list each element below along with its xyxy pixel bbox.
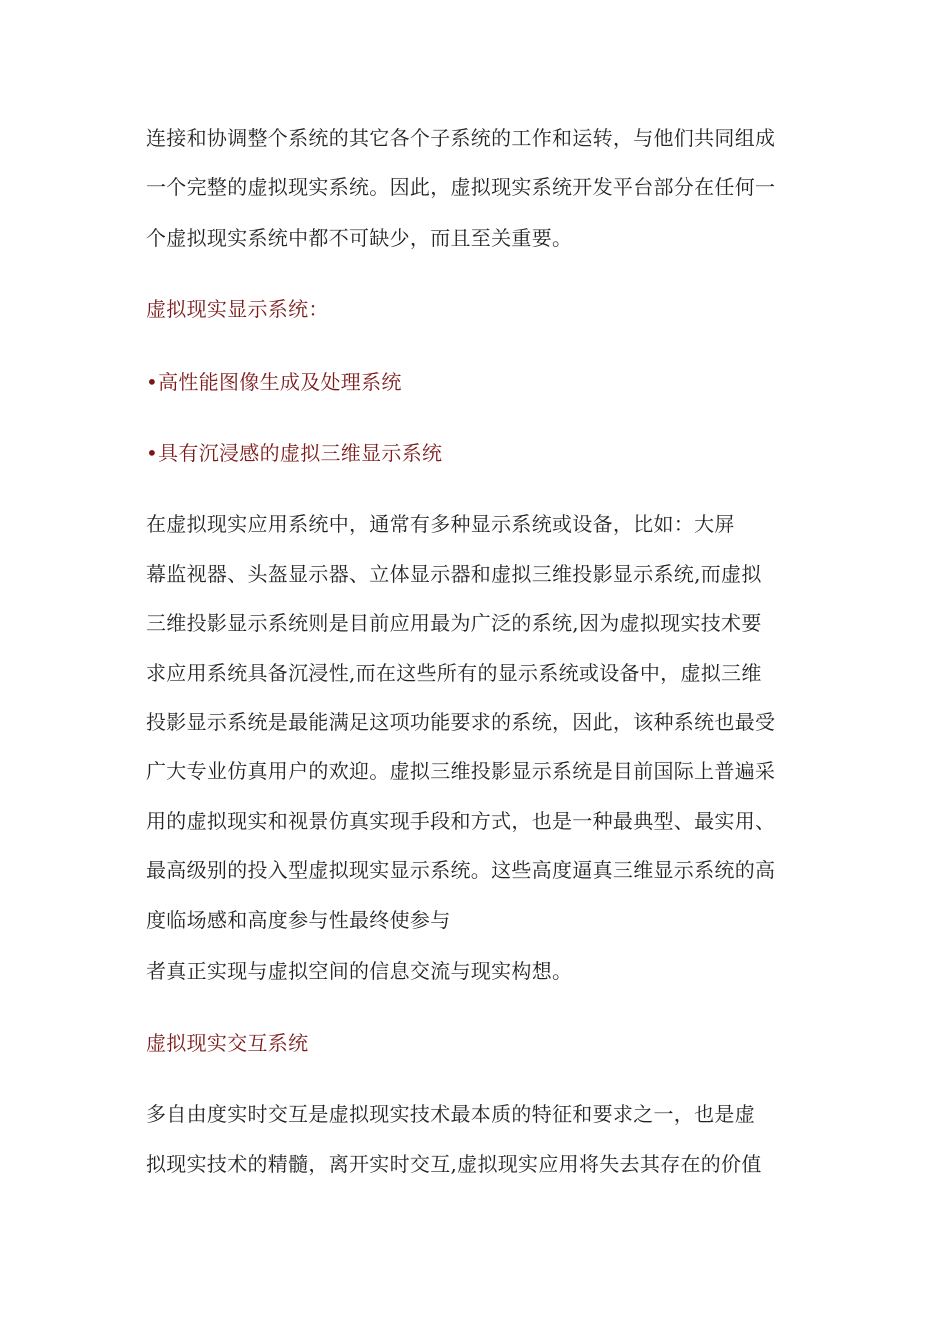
paragraph-2-line-9: 度临场感和高度参与性最终使参与 [146,908,451,932]
paragraph-3-line-2: 拟现实技术的精髓，离开实时交互,虚拟现实应用将失去其存在的价值 [146,1152,762,1176]
paragraph-1-line-3: 个虚拟现实系统中都不可缺少，而且至关重要。 [146,226,573,250]
paragraph-1-line-2: 一个完整的虚拟现实系统。因此，虚拟现实系统开发平台部分在任何一 [146,175,776,199]
paragraph-2-line-7: 用的虚拟现实和视景仿真实现手段和方式，也是一种最典型、最实用、 [146,809,776,833]
paragraph-2-line-2: 幕监视器、头盔显示器、立体显示器和虚拟三维投影显示系统,而虚拟 [146,562,762,586]
section-heading-display: 虚拟现实显示系统： [146,297,329,321]
paragraph-2-line-5: 投影显示系统是最能满足这项功能要求的系统，因此，该种系统也最受 [146,710,776,734]
paragraph-1-line-1: 连接和协调整个系统的其它各个子系统的工作和运转，与他们共同组成 [146,126,776,150]
section-heading-interaction: 虚拟现实交互系统 [146,1031,309,1055]
bullet-item-2: •具有沉浸感的虚拟三维显示系统 [146,441,443,465]
bullet-item-1: •高性能图像生成及处理系统 [146,370,402,394]
paragraph-2-line-8: 最高级别的投入型虚拟现实显示系统。这些高度逼真三维显示系统的高 [146,858,776,882]
paragraph-2-line-1: 在虚拟现实应用系统中，通常有多种显示系统或设备，比如：大屏 [146,512,735,536]
paragraph-2-line-4: 求应用系统具备沉浸性,而在这些所有的显示系统或设备中，虚拟三维 [146,661,762,685]
paragraph-3-line-1: 多自由度实时交互是虚拟现实技术最本质的特征和要求之一，也是虚 [146,1102,755,1126]
paragraph-2-line-6: 广大专业仿真用户的欢迎。虚拟三维投影显示系统是目前国际上普遍采 [146,759,776,783]
paragraph-2-line-10: 者真正实现与虚拟空间的信息交流与现实构想。 [146,959,573,983]
paragraph-2-line-3: 三维投影显示系统则是目前应用最为广泛的系统,因为虚拟现实技术要 [146,611,762,635]
